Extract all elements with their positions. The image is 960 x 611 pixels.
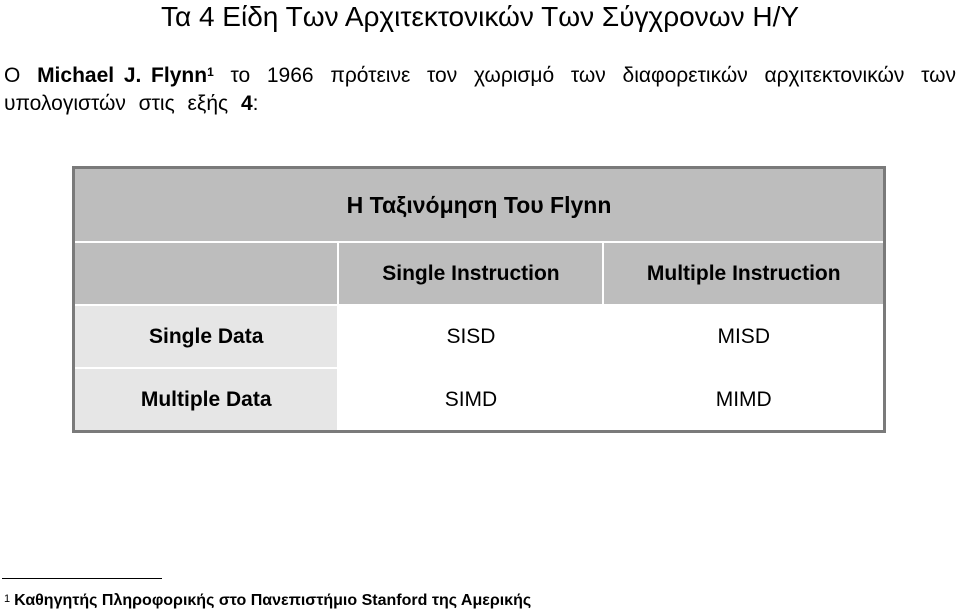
footnote-reference[interactable]: 1 <box>207 65 214 79</box>
cell-simd: SIMD <box>338 368 603 432</box>
footnote-divider <box>2 578 162 579</box>
page-title: Τα 4 Είδη Των Αρχιτεκτονικών Των Σύγχρονων Η/Υ <box>160 1 800 32</box>
footnote-text: Καθηγητής Πληροφορικής στο Πανεπιστήμιο Stanford της Αμερικής <box>14 592 532 609</box>
table-row <box>74 305 885 368</box>
intro-text: το 1966 πρότεινε τον χωρισμό των διαφορετικών αρχιτεκτονικών των υπολογιστών στις εξής <box>4 64 956 115</box>
flynn-taxonomy-table <box>72 166 886 433</box>
col-header-single-instruction: Single Instruction <box>338 242 603 305</box>
architecture-count: 4 <box>240 92 253 115</box>
intro-suffix: : <box>252 92 259 115</box>
cell-misd: MISD <box>603 305 884 368</box>
table-row <box>74 368 885 432</box>
table-header-row <box>74 242 885 305</box>
intro-prefix: Ο <box>4 64 38 87</box>
row-header-multiple-data: Multiple Data <box>74 368 339 432</box>
intro-paragraph <box>4 62 956 118</box>
col-header-multiple-instruction: Multiple Instruction <box>603 242 884 305</box>
author-name: Michael J. Flynn <box>37 64 208 87</box>
footnote-marker: 1 <box>4 593 11 605</box>
cell-mimd: MIMD <box>603 368 884 432</box>
footnote <box>4 591 531 611</box>
table-caption-row <box>74 168 885 243</box>
cell-sisd: SISD <box>338 305 603 368</box>
table-caption: Η Ταξινόμηση Του Flynn <box>74 168 885 243</box>
row-header-single-data: Single Data <box>74 305 339 368</box>
table-corner-cell <box>74 242 339 305</box>
